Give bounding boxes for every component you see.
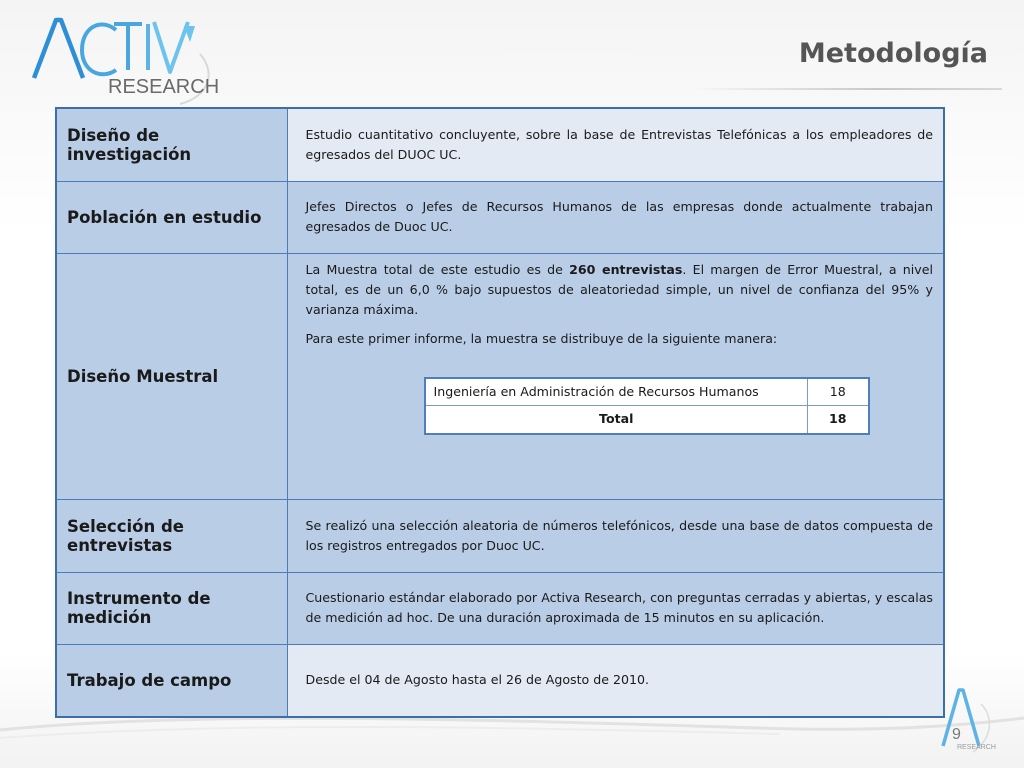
- row-label-diseno-investigacion: Diseño de investigación: [56, 108, 287, 181]
- sample-row: [425, 378, 869, 406]
- muestra-text-post: . El margen de Error Muestral, a nivel total, es de un 6,0 % bajo supuestos de aleatoriedad simple, un nivel de confianza del 95% y varianza máxima.: [305, 261, 933, 317]
- muestra-paragraph-2: Para este primer informe, la muestra se distribuye de la siguiente manera:: [305, 330, 778, 346]
- muestra-text-pre: La Muestra total de este estudio es de: [305, 261, 570, 277]
- table-row: [56, 181, 944, 253]
- sample-row-value: 18: [808, 378, 869, 406]
- table-row: [56, 253, 944, 499]
- table-row: [56, 499, 944, 572]
- row-label-trabajo-campo: Trabajo de campo: [56, 644, 287, 717]
- row-text-trabajo-campo: Desde el 04 de Agosto hasta el 26 de Agosto de 2010.: [287, 644, 944, 717]
- sample-total-label: Total: [425, 406, 808, 434]
- row-label-seleccion: Selección de entrevistas: [56, 499, 287, 572]
- row-text-seleccion: Se realizó una selección aleatoria de números telefónicos, desde una base de datos compuesta de los registros entregados por Duoc UC.: [287, 499, 944, 572]
- title-underline: [690, 88, 1002, 90]
- slide-title: Metodología: [798, 38, 988, 69]
- row-text-poblacion: Jefes Directos o Jefes de Recursos Humanos de las empresas donde actualmente trabajan egresados de Duoc UC.: [287, 181, 944, 253]
- sample-row-name: Ingeniería en Administración de Recursos Humanos: [425, 378, 808, 406]
- methodology-table: [55, 107, 945, 718]
- muestra-paragraph-1: [306, 260, 934, 320]
- row-label-poblacion: Población en estudio: [56, 181, 287, 253]
- sample-total-row: [425, 406, 869, 434]
- table-row: [56, 108, 944, 181]
- table-row: [56, 644, 944, 717]
- table-row: [56, 572, 944, 644]
- row-text-diseno-investigacion: Estudio cuantitativo concluyente, sobre la base de Entrevistas Telefónicas a los empleadores de egresados del DUOC UC.: [287, 108, 944, 181]
- sample-distribution-table: [424, 377, 870, 435]
- logo-research-text: RESEARCH: [108, 76, 220, 98]
- page-number: 9: [952, 726, 961, 743]
- corner-logo-research-text: RESEARCH: [957, 744, 996, 751]
- sample-total-value: 18: [808, 406, 869, 434]
- row-label-instrumento: Instrumento de medición: [56, 572, 287, 644]
- row-text-instrumento: Cuestionario estándar elaborado por Activa Research, con preguntas cerradas y abiertas, y escalas de medición ad hoc. De una duración aproximada de 15 minutos en su aplicación.: [287, 572, 944, 644]
- activa-research-logo: [30, 14, 220, 106]
- row-label-diseno-muestral: Diseño Muestral: [56, 253, 287, 499]
- muestra-text-bold: 260 entrevistas: [569, 261, 683, 277]
- row-content-diseno-muestral: [287, 253, 944, 499]
